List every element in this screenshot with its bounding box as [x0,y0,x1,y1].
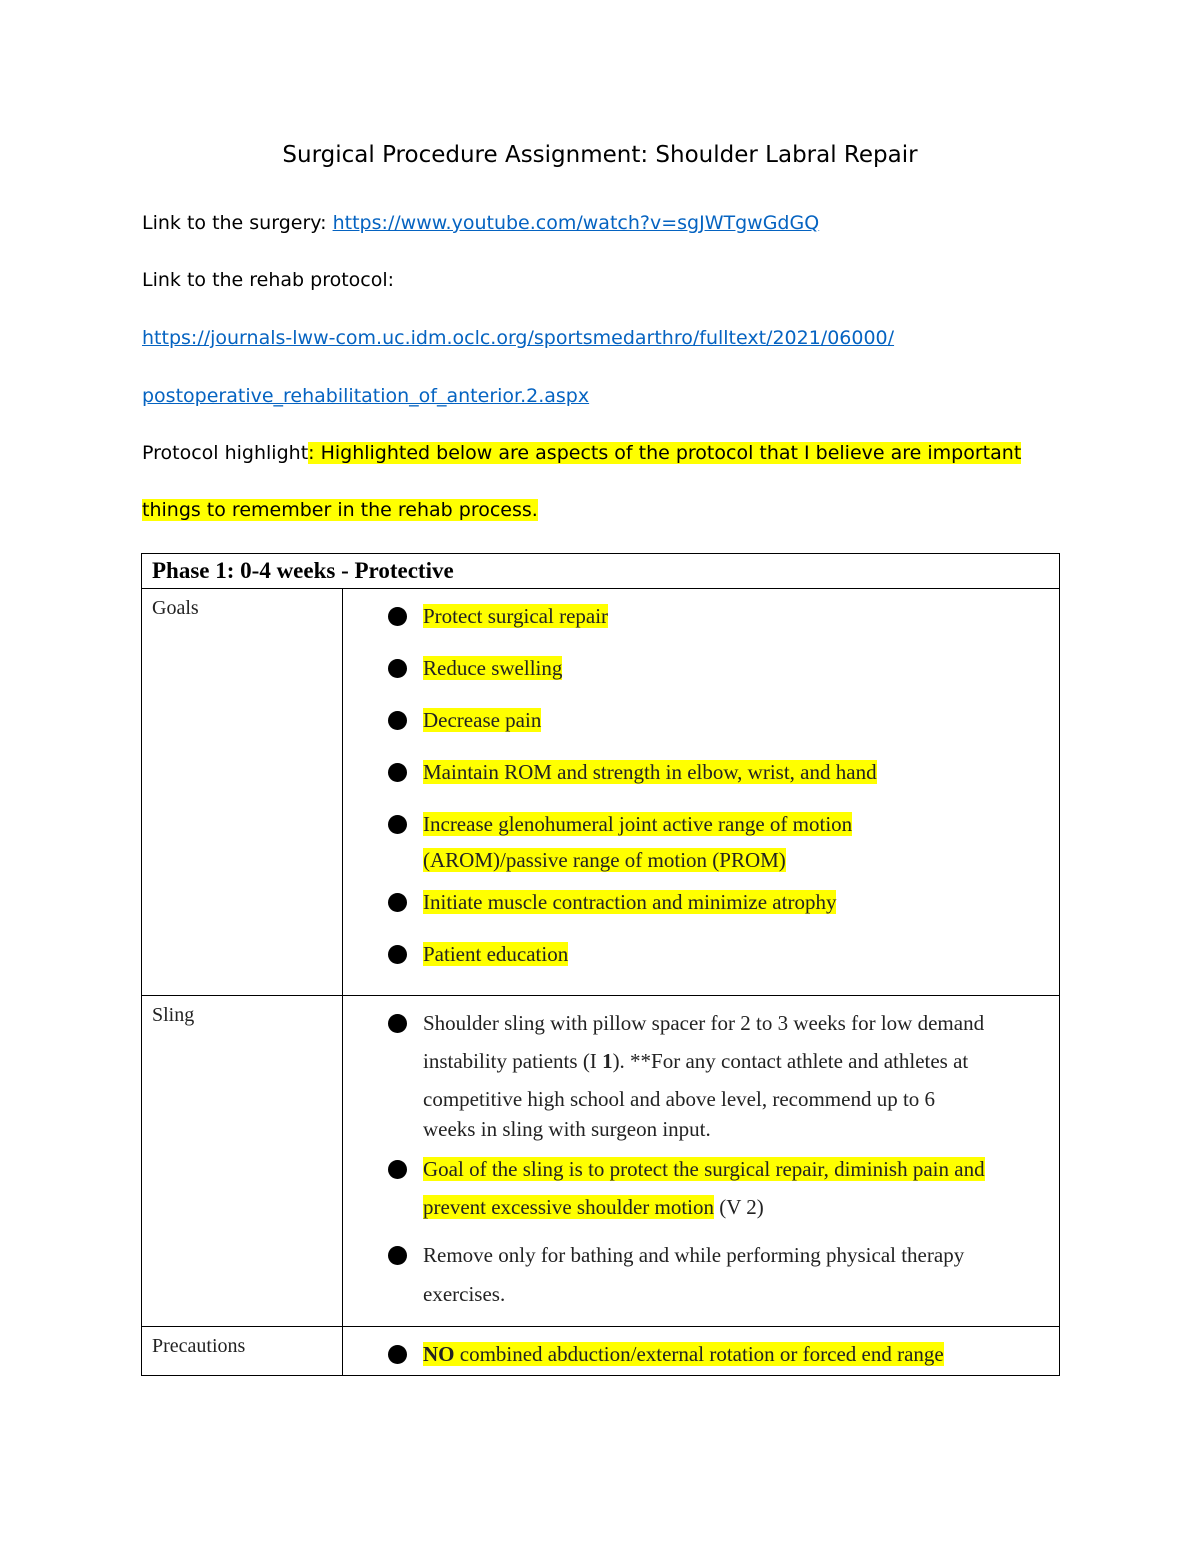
sling-row [142,996,1060,1327]
list-item: Shoulder sling with pillow spacer for 2 to 3 weeks for low demand instability patients (I 1). **For any contact athlete and athletes at competitive high school and above level, recommend up to 6 weeks in sling with surgeon input. [343,1008,1059,1144]
sling-content [343,996,1060,1327]
bullet-icon [388,893,407,912]
phase-table [141,553,1060,1376]
rehab-link-label: Link to the rehab protocol: [142,269,395,291]
bullet-icon [388,1160,407,1179]
phase-title: Phase 1: 0-4 weeks - Protective [142,554,1060,589]
bullet-icon [388,763,407,782]
list-item: Reduce swelling [343,653,1059,683]
bullet-icon [388,1014,407,1033]
document-title: Surgical Procedure Assignment: Shoulder Labral Repair [282,142,918,168]
precautions-label: Precautions [142,1327,343,1376]
list-item: NO combined abduction/external rotation or forced end range [343,1339,1059,1369]
surgery-link-line [142,212,819,234]
goals-row [142,589,1060,996]
rehab-link-line-1[interactable] [142,327,894,349]
protocol-highlight-line-2 [142,499,538,521]
phase-header-row [142,554,1060,589]
goals-label: Goals [142,589,343,996]
goals-content [343,589,1060,996]
bullet-icon [388,607,407,626]
bullet-icon [388,659,407,678]
list-item: Patient education [343,939,1059,969]
protocol-highlight-text-2: things to remember in the rehab process. [142,499,538,521]
goals-list [343,589,1059,969]
bullet-icon [388,1246,407,1265]
list-item: Goal of the sling is to protect the surgical repair, diminish pain and prevent excessive shoulder motion (V 2) [343,1154,1059,1230]
list-item: Remove only for bathing and while performing physical therapy exercises. [343,1240,1059,1318]
rehab-link-part-1[interactable]: https://journals-lww-com.uc.idm.oclc.org/sportsmedarthro/fulltext/2021/06000/ [142,327,895,349]
sling-list [343,996,1059,1318]
list-item: Maintain ROM and strength in elbow, wrist, and hand [343,757,1059,787]
protocol-highlight-line-1 [142,442,1021,464]
protocol-highlight-label: Protocol highlight [142,442,309,464]
bullet-icon [388,945,407,964]
bullet-icon [388,1345,407,1364]
precautions-list [343,1327,1059,1369]
list-item: Increase glenohumeral joint active range of motion (AROM)/passive range of motion (PROM) [343,809,1059,881]
bullet-icon [388,711,407,730]
bullet-icon [388,815,407,834]
list-item: Initiate muscle contraction and minimize atrophy [343,887,1059,917]
surgery-link[interactable]: https://www.youtube.com/watch?v=sgJWTgwGdGQ [332,212,820,234]
precautions-row [142,1327,1060,1376]
precautions-content [343,1327,1060,1376]
surgery-link-label: Link to the surgery: [142,212,333,234]
list-item: Protect surgical repair [343,601,1059,631]
protocol-highlight-text-1: : Highlighted below are aspects of the protocol that I believe are important [308,442,1022,464]
list-item: Decrease pain [343,705,1059,735]
rehab-link-line-2[interactable] [142,385,589,407]
sling-label: Sling [142,996,343,1327]
rehab-link-part-2[interactable]: postoperative_rehabilitation_of_anterior.2.aspx [142,385,590,407]
